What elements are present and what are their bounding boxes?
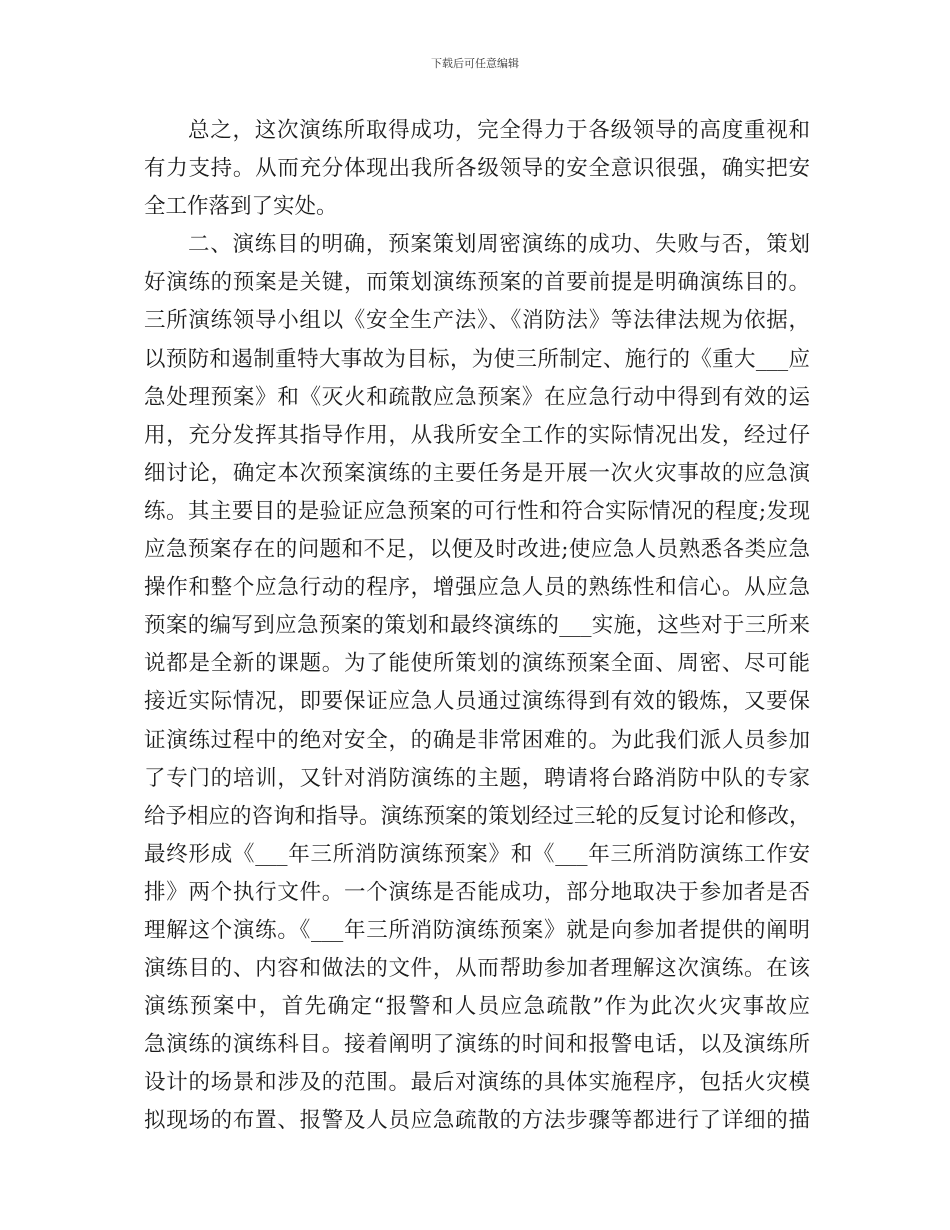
paragraph-line: 演练目的、内容和做法的文件，从而帮助参加者理解这次演练。在该 xyxy=(144,956,810,982)
paragraph-line: 了专门的培训，又针对消防演练的主题，聘请将台路消防中队的专家 xyxy=(144,765,810,791)
paragraph-line: 应急预案存在的问题和不足，以便及时改进;使应急人员熟悉各类应急 xyxy=(144,537,810,563)
paragraph-line: 证演练过程中的绝对安全，的确是非常困难的。为此我们派人员参加 xyxy=(144,727,810,753)
paragraph-line: 细讨论，确定本次预案演练的主要任务是开展一次火灾事故的应急演 xyxy=(144,460,810,486)
paragraph-line: 急演练的演练科目。接着阐明了演练的时间和报警电话，以及演练所 xyxy=(144,1032,810,1058)
paragraph-line: 以预防和遏制重特大事故为目标，为使三所制定、施行的《重大___应 xyxy=(144,346,810,372)
paragraph-line: 有力支持。从而充分体现出我所各级领导的安全意识很强，确实把安 xyxy=(144,156,810,182)
paragraph-line: 用，充分发挥其指导作用，从我所安全工作的实际情况出发，经过仔 xyxy=(144,422,810,448)
document-body xyxy=(144,112,810,1141)
paragraph-line: 预案的编写到应急预案的策划和最终演练的___实施，这些对于三所来 xyxy=(144,613,810,639)
paragraph-line: 说都是全新的课题。为了能使所策划的演练预案全面、周密、尽可能 xyxy=(144,651,810,677)
paragraph-line: 操作和整个应急行动的程序，增强应急人员的熟练性和信心。从应急 xyxy=(144,575,810,601)
paragraph-line: 演练预案中，首先确定“报警和人员应急疏散”作为此次火灾事故应 xyxy=(144,994,810,1020)
paragraph-line: 急处理预案》和《灭火和疏散应急预案》在应急行动中得到有效的运 xyxy=(144,384,810,410)
paragraph-line: 三所演练领导小组以《安全生产法》、《消防法》等法律法规为依据， xyxy=(144,308,810,334)
paragraph-line: 最终形成《___年三所消防演练预案》和《___年三所消防演练工作安 xyxy=(144,841,810,867)
paragraph-line: 总之，这次演练所取得成功，完全得力于各级领导的高度重视和 xyxy=(188,118,810,143)
paragraph-line: 理解这个演练。《___年三所消防演练预案》就是向参加者提供的阐明 xyxy=(144,917,810,943)
paragraph-line: 给予相应的咨询和指导。演练预案的策划经过三轮的反复讨论和修改， xyxy=(144,803,811,829)
paragraph-line: 好演练的预案是关键，而策划演练预案的首要前提是明确演练目的。 xyxy=(144,270,810,296)
paragraph-line: 二、演练目的明确，预案策划周密演练的成功、失败与否，策划 xyxy=(188,232,810,258)
paragraph-line: 练。其主要目的是验证应急预案的可行性和符合实际情况的程度;发现 xyxy=(144,498,810,524)
paragraph-line: 排》两个执行文件。一个演练是否能成功，部分地取决于参加者是否 xyxy=(144,879,810,905)
paragraph-line: 拟现场的布置、报警及人员应急疏散的方法步骤等都进行了详细的描 xyxy=(144,1108,810,1134)
paragraph-line: 接近实际情况，即要保证应急人员通过演练得到有效的锻炼，又要保 xyxy=(144,689,810,715)
paragraph-line: 全工作落到了实处。 xyxy=(144,194,338,220)
page-header: 下载后可任意编辑 xyxy=(431,57,519,70)
paragraph-line: 设计的场景和涉及的范围。最后对演练的具体实施程序，包括火灾模 xyxy=(144,1070,810,1096)
